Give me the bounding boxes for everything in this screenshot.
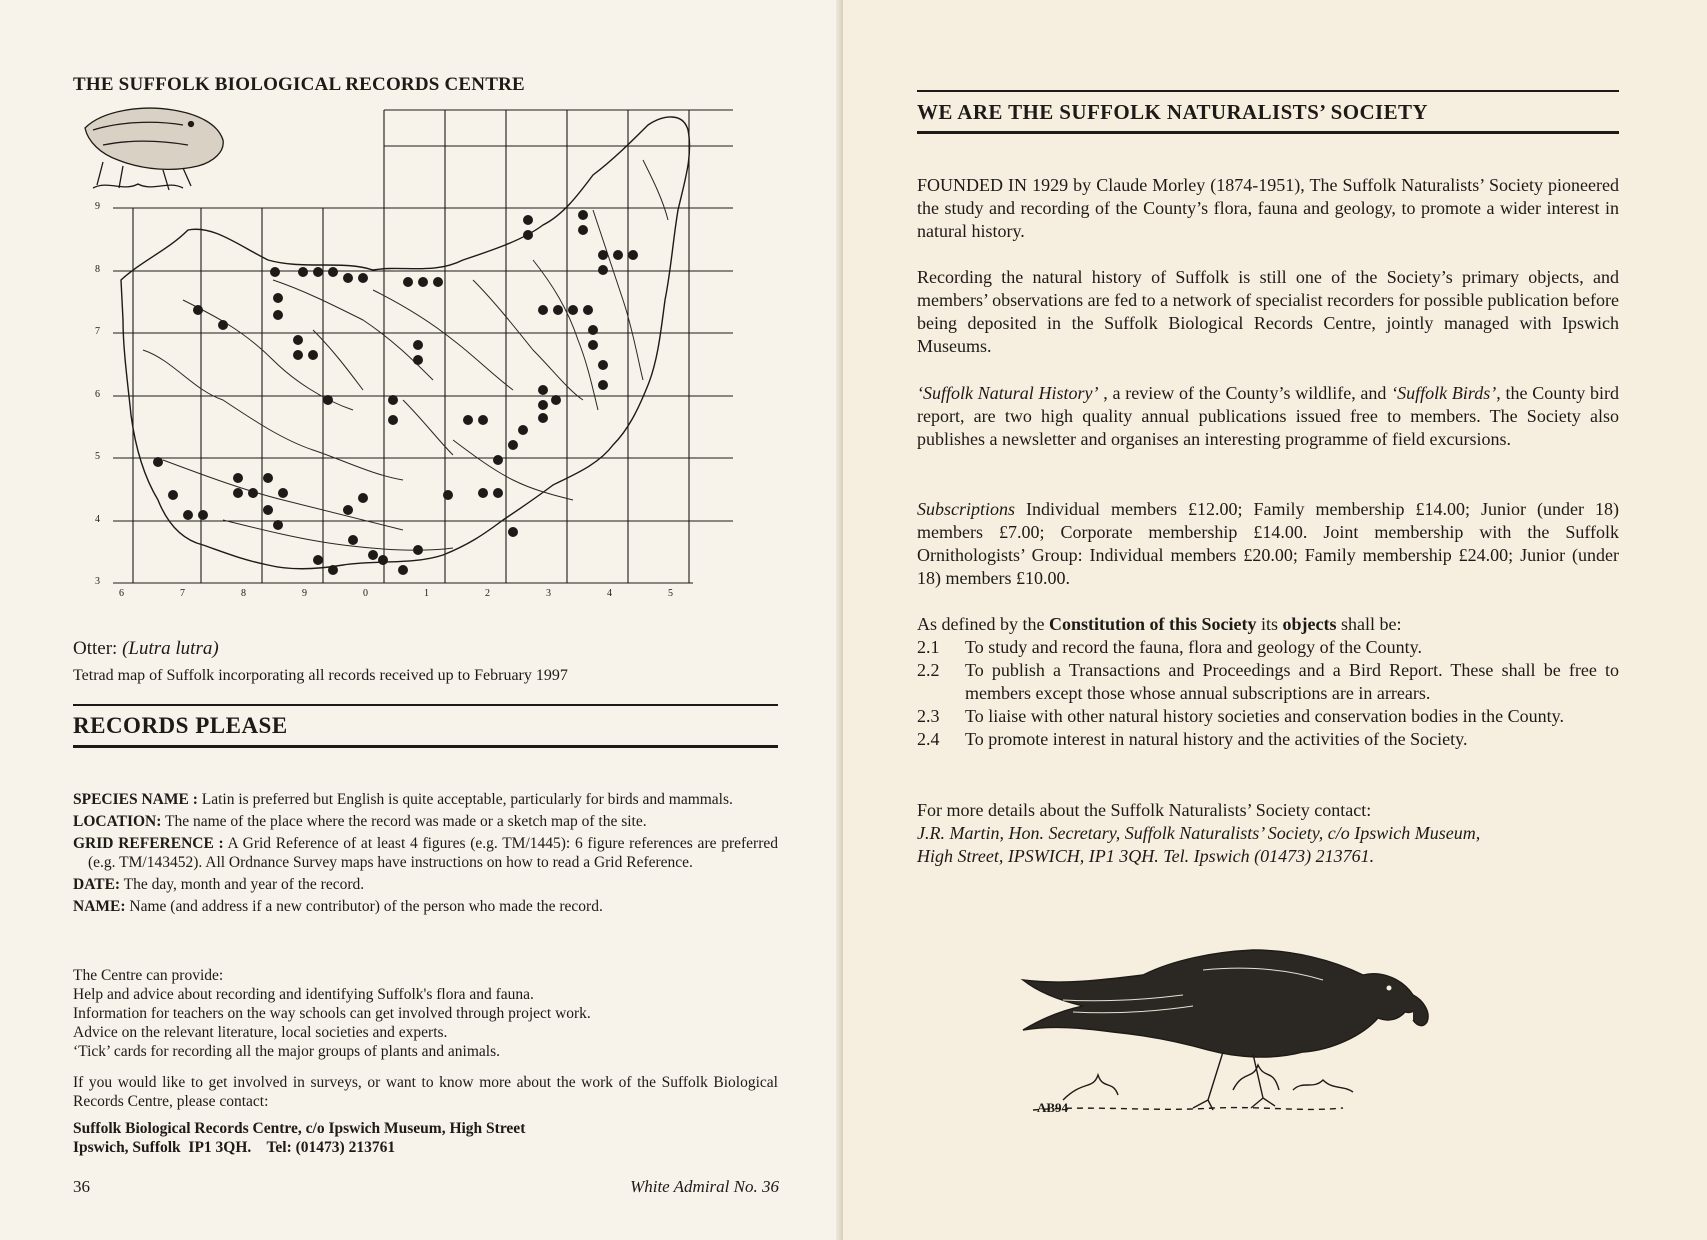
field-date: DATE: The day, month and year of the record. [73, 876, 365, 893]
list-item: Help and advice about recording and identifying Suffolk's flora and fauna. [73, 986, 534, 1003]
y-tick: 5 [95, 451, 100, 462]
para-founded: FOUNDED IN 1929 by Claude Morley (1874-1951), The Suffolk Naturalists’ Society pioneered the study and recording of the County’s flora, fauna and geology, to promote a wider interest in natural history. [917, 175, 1619, 241]
map-caption: Tetrad map of Suffolk incorporating all records received up to February 1997 [73, 667, 568, 684]
y-tick: 7 [95, 326, 100, 337]
species-latin: (Lutra lutra) [122, 638, 219, 659]
section-title: RECORDS PLEASE [73, 713, 288, 738]
y-tick: 8 [95, 264, 100, 275]
rivers [143, 160, 668, 550]
page-number: 36 [73, 1177, 90, 1196]
field-grid-reference: GRID REFERENCE : A Grid Reference of at least 4 figures (e.g. TM/1445): 6 figure references are preferred (e.g. TM/143452). All Ordnance Survey maps have instructions on how to read a Grid Reference. [73, 835, 778, 871]
y-tick: 6 [95, 389, 100, 400]
crow-illustration [1003, 940, 1463, 1120]
list-item: 2.2 To publish a Transactions and Proceedings and a Bird Report. These shall be free to members except those whose annual subscriptions are in arrears. [917, 660, 1619, 703]
para-publications: ‘Suffolk Natural History’ , a review of the County’s wildlife, and ‘Suffolk Birds’, the County bird report, are two high quality annual publications issued free to members. The Society also publishes a newsletter and organises an interesting programme of field excursions. [917, 383, 1620, 449]
divider [917, 131, 1619, 134]
y-tick: 4 [95, 514, 100, 525]
otter-icon [85, 108, 223, 190]
map-graphic [73, 100, 733, 620]
left-page [0, 0, 843, 1240]
species-common: Otter: [73, 638, 123, 659]
divider [73, 745, 778, 748]
artist-signature: AB94 [1037, 1100, 1069, 1115]
list-item: 2.1 To study and record the fauna, flora and geology of the County. [917, 637, 1422, 657]
right-page [843, 0, 1707, 1240]
page-title: WE ARE THE SUFFOLK NATURALISTS’ SOCIETY [917, 100, 1428, 124]
county-outline [121, 117, 690, 569]
list-item: The Centre can provide: [73, 967, 224, 984]
society-contact: For more details about the Suffolk Naturalists’ Society contact: J.R. Martin, Hon. Secretary, Suffolk Naturalists’ Society, c/o Ipswich Museum, High Street, IPSWICH, IP1 3QH. Tel. Ipswich (01473) 213761. [917, 800, 1481, 866]
page-title: THE SUFFOLK BIOLOGICAL RECORDS CENTRE [73, 74, 525, 95]
field-location: LOCATION: The name of the place where the record was made or a sketch map of the site. [73, 813, 647, 830]
x-tick: 4 [607, 588, 612, 599]
y-tick: 3 [95, 576, 100, 587]
list-item: Advice on the relevant literature, local societies and experts. [73, 1024, 448, 1041]
x-tick: 2 [485, 588, 490, 599]
x-tick: 6 [119, 588, 124, 599]
x-tick: 8 [241, 588, 246, 599]
x-tick: 5 [668, 588, 673, 599]
field-species: SPECIES NAME : Latin is preferred but English is quite acceptable, particularly for birds and mammals. [73, 791, 733, 808]
x-tick: 0 [363, 588, 368, 599]
y-tick: 9 [95, 201, 100, 212]
otter-tetrad-map [73, 100, 733, 620]
x-tick: 3 [546, 588, 551, 599]
list-item: Information for teachers on the way schools can get involved through project work. [73, 1005, 591, 1022]
para-subscriptions: Subscriptions Individual members £12.00; Family membership £14.00; Junior (under 18) members £7.00; Corporate membership £14.00. Joint membership with the Suffolk Ornithologists’ Group: Individual members £20.00; Family membership £24.00; Junior (under 18) members £10.00. [917, 499, 1619, 588]
x-tick: 9 [302, 588, 307, 599]
centre-services [73, 966, 778, 1061]
journal-title: White Admiral No. 36 [630, 1177, 779, 1196]
list-item: 2.3 To liaise with other natural history societies and conservation bodies in the County. [917, 706, 1564, 726]
list-item: 2.4 To promote interest in natural history and the activities of the Society. [917, 729, 1468, 749]
para-recording: Recording the natural history of Suffolk is still one of the Society’s primary objects, and members’ observations are fed to a network of specialist recorders for possible publication before being deposited in the Suffolk Biological Records Centre, jointly managed with Ipswich Museums. [917, 267, 1619, 356]
x-tick: 1 [424, 588, 429, 599]
map-axes [113, 208, 119, 583]
species-caption [73, 638, 219, 660]
divider [917, 90, 1619, 92]
list-item: ‘Tick’ cards for recording all the major groups of plants and animals. [73, 1043, 500, 1060]
record-fields [73, 790, 778, 919]
society-objects [917, 613, 1619, 751]
field-name: NAME: Name (and address if a new contributor) of the person who made the record. [73, 898, 603, 915]
x-tick: 7 [180, 588, 185, 599]
centre-contact: Suffolk Biological Records Centre, c/o Ipswich Museum, High Street Ipswich, Suffolk IP1 3QH. Tel: (01473) 213761 [73, 1120, 526, 1156]
objects-intro: As defined by the Constitution of this Society its objects shall be: [917, 614, 1402, 634]
divider [73, 704, 778, 706]
involvement-text: If you would like to get involved in surveys, or want to know more about the work of the Suffolk Biological Records Centre, please contact: [73, 1074, 778, 1110]
